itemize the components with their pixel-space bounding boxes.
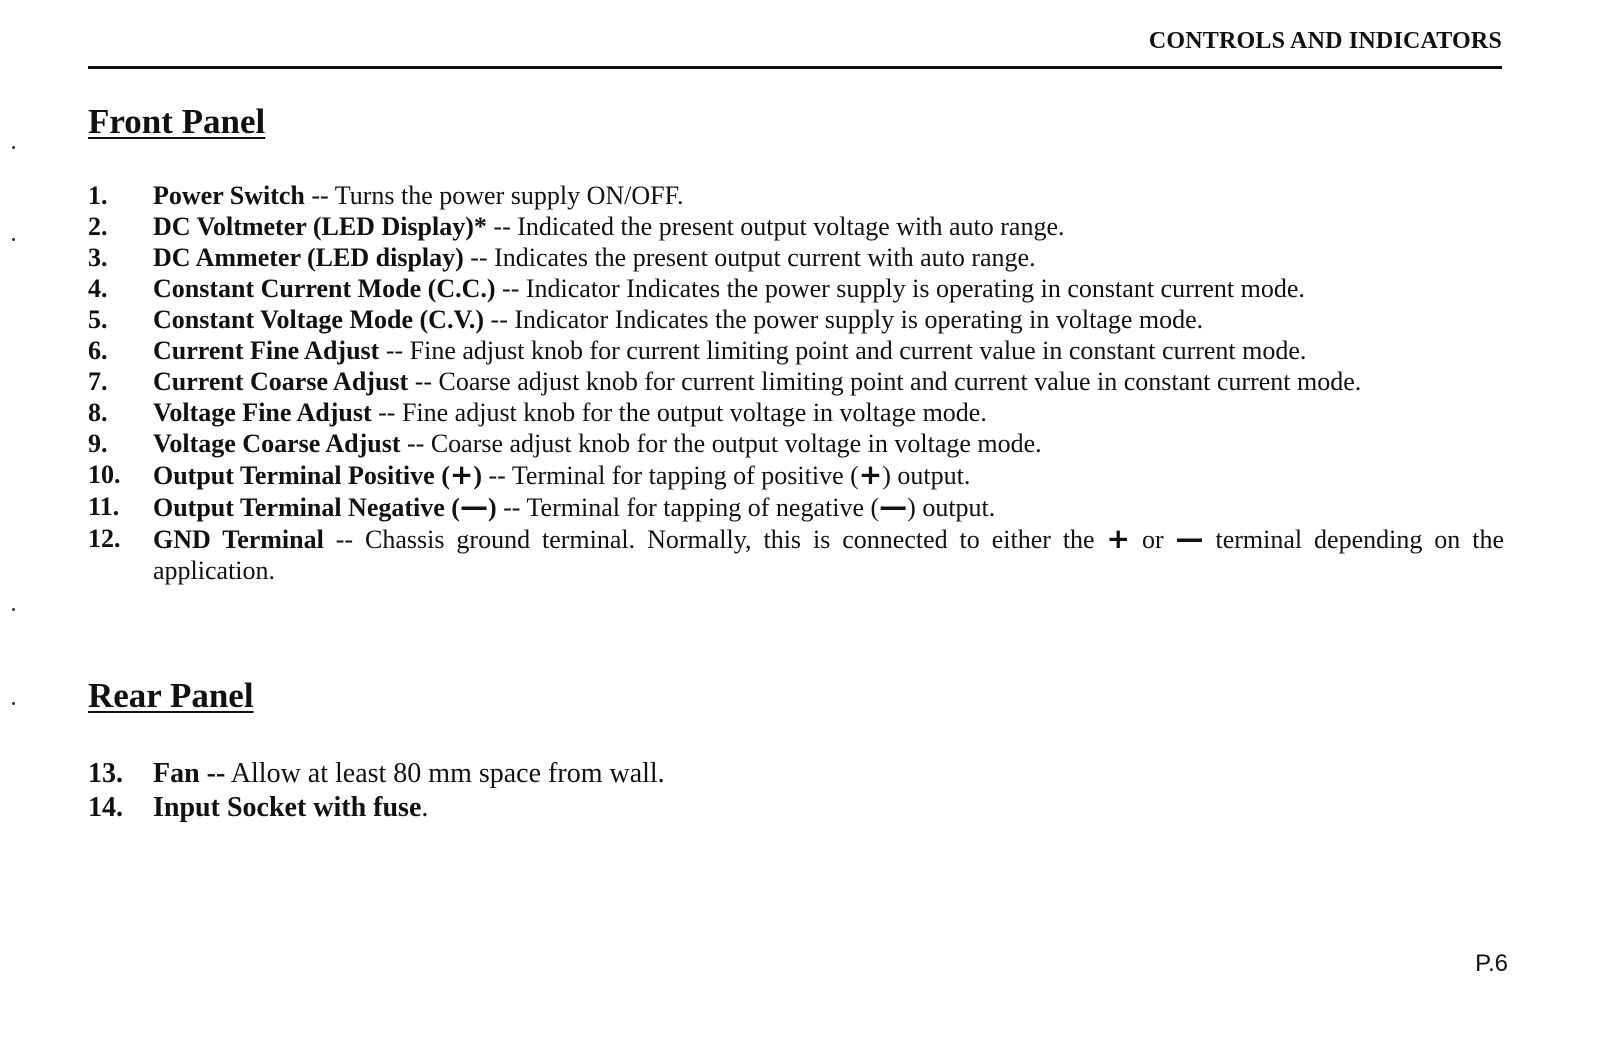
item-number: 8. bbox=[88, 398, 108, 427]
list-item-9 bbox=[88, 428, 1504, 459]
plus-icon: + bbox=[449, 458, 474, 491]
item-desc-b: terminal depending on the application. bbox=[153, 525, 1504, 585]
item-desc: Indicator Indicates the power supply is operating in constant current mode. bbox=[525, 274, 1305, 303]
item-body bbox=[153, 335, 1504, 366]
item-term: Power Switch bbox=[153, 181, 305, 210]
item-desc-a: -- Terminal for tapping of positive ( bbox=[482, 461, 859, 490]
header-rule bbox=[88, 66, 1502, 69]
list-item-13 bbox=[88, 757, 1504, 791]
list-item-10 bbox=[88, 459, 1504, 491]
term-text: Output Terminal Negative bbox=[153, 493, 445, 522]
page-number: P.6 bbox=[1475, 950, 1508, 977]
item-number: 9. bbox=[88, 429, 108, 458]
item-separator: -- bbox=[371, 398, 402, 427]
list-item-12 bbox=[88, 523, 1504, 586]
item-desc: Fine adjust knob for the output voltage in voltage mode. bbox=[401, 398, 987, 427]
item-body bbox=[153, 459, 1504, 491]
item-number: 3. bbox=[88, 243, 108, 272]
item-desc: . bbox=[421, 792, 429, 823]
item-term: Constant Voltage Mode (C.V.) bbox=[153, 305, 485, 334]
item-number: 5. bbox=[88, 305, 108, 334]
item-term: GND Terminal bbox=[153, 525, 324, 554]
item-desc: Indicated the present output voltage with auto range. bbox=[517, 212, 1065, 241]
item-separator: -- bbox=[486, 212, 518, 241]
item-number: 13. bbox=[88, 758, 123, 789]
item-number: 10. bbox=[88, 460, 121, 489]
item-term: Voltage Fine Adjust bbox=[153, 398, 372, 427]
item-separator: -- bbox=[379, 336, 410, 365]
item-body bbox=[153, 491, 1504, 523]
item-separator: -- bbox=[408, 367, 439, 396]
item-desc: Coarse adjust knob for the output voltage in voltage mode. bbox=[430, 429, 1042, 458]
term-open: ( bbox=[434, 461, 450, 490]
item-desc: Indicator Indicates the power supply is operating in voltage mode. bbox=[514, 305, 1204, 334]
minus-icon: — bbox=[1175, 522, 1204, 555]
item-number: 14. bbox=[88, 792, 123, 823]
item-desc-b: ) output. bbox=[907, 493, 996, 522]
item-body bbox=[153, 304, 1504, 335]
item-body bbox=[153, 211, 1504, 242]
item-separator: -- bbox=[495, 274, 526, 303]
item-desc: Fine adjust knob for current limiting point and current value in constant current mode. bbox=[409, 336, 1307, 365]
item-term: DC Voltmeter (LED Display)* bbox=[153, 212, 487, 241]
item-term: Input Socket with fuse bbox=[153, 792, 422, 823]
item-body bbox=[153, 242, 1504, 273]
item-term: DC Ammeter (LED display) bbox=[153, 243, 464, 272]
item-desc: Turns the power supply ON/OFF. bbox=[334, 181, 684, 210]
item-body bbox=[153, 397, 1504, 428]
item-desc-a: -- Terminal for tapping of negative ( bbox=[496, 493, 880, 522]
item-term: Fan -- bbox=[153, 758, 226, 789]
list-item-8 bbox=[88, 397, 1504, 428]
list-item-1 bbox=[88, 180, 1504, 211]
list-item-6 bbox=[88, 335, 1504, 366]
scan-speck bbox=[12, 238, 15, 241]
rear-panel-list bbox=[88, 757, 1504, 825]
item-term bbox=[153, 490, 497, 523]
minus-icon: — bbox=[459, 490, 488, 523]
item-number: 2. bbox=[88, 212, 108, 241]
scan-speck bbox=[12, 146, 15, 149]
list-item-5 bbox=[88, 304, 1504, 335]
item-term: Current Coarse Adjust bbox=[153, 367, 409, 396]
running-header: CONTROLS AND INDICATORS bbox=[1148, 28, 1502, 54]
item-term bbox=[153, 458, 483, 491]
item-body bbox=[153, 523, 1504, 586]
term-open: ( bbox=[444, 493, 460, 522]
term-close: ) bbox=[473, 461, 483, 490]
list-item-2 bbox=[88, 211, 1504, 242]
item-number: 12. bbox=[88, 524, 121, 553]
scan-speck bbox=[12, 702, 15, 705]
item-term: Constant Current Mode (C.C.) bbox=[153, 274, 496, 303]
item-number: 7. bbox=[88, 367, 108, 396]
item-body bbox=[153, 791, 1504, 825]
term-text: Output Terminal Positive bbox=[153, 461, 435, 490]
item-body bbox=[153, 757, 1504, 791]
item-body bbox=[153, 366, 1504, 397]
scan-speck bbox=[12, 608, 15, 611]
item-number: 11. bbox=[88, 492, 120, 521]
item-desc: Coarse adjust knob for current limiting point and current value in constant current mode. bbox=[438, 367, 1362, 396]
item-separator: -- bbox=[463, 243, 495, 272]
item-desc-b: ) output. bbox=[882, 461, 971, 490]
item-desc: Allow at least 80 mm space from wall. bbox=[225, 758, 665, 789]
item-number: 4. bbox=[88, 274, 108, 303]
item-separator: -- bbox=[484, 305, 515, 334]
list-item-3 bbox=[88, 242, 1504, 273]
item-body bbox=[153, 428, 1504, 459]
minus-icon: — bbox=[879, 490, 908, 523]
item-body bbox=[153, 273, 1504, 304]
list-item-4 bbox=[88, 273, 1504, 304]
item-number: 6. bbox=[88, 336, 108, 365]
list-item-7 bbox=[88, 366, 1504, 397]
item-separator: -- bbox=[304, 181, 335, 210]
list-item-14 bbox=[88, 791, 1504, 825]
item-term: Current Fine Adjust bbox=[153, 336, 380, 365]
front-panel-list bbox=[88, 180, 1504, 586]
item-desc: Indicates the present output current with auto range. bbox=[494, 243, 1036, 272]
item-number: 1. bbox=[88, 181, 108, 210]
plus-icon: + bbox=[858, 458, 883, 491]
term-close: ) bbox=[487, 493, 497, 522]
item-desc-a: -- Chassis ground terminal. Normally, this is connected to either the bbox=[323, 525, 1107, 554]
plus-icon: + bbox=[1106, 522, 1131, 555]
item-body bbox=[153, 180, 1504, 211]
rear-panel-heading: Rear Panel bbox=[88, 676, 254, 715]
item-separator: -- bbox=[400, 429, 431, 458]
front-panel-heading: Front Panel bbox=[88, 102, 266, 141]
item-or: or bbox=[1130, 525, 1176, 554]
item-term: Voltage Coarse Adjust bbox=[153, 429, 401, 458]
list-item-11 bbox=[88, 491, 1504, 523]
